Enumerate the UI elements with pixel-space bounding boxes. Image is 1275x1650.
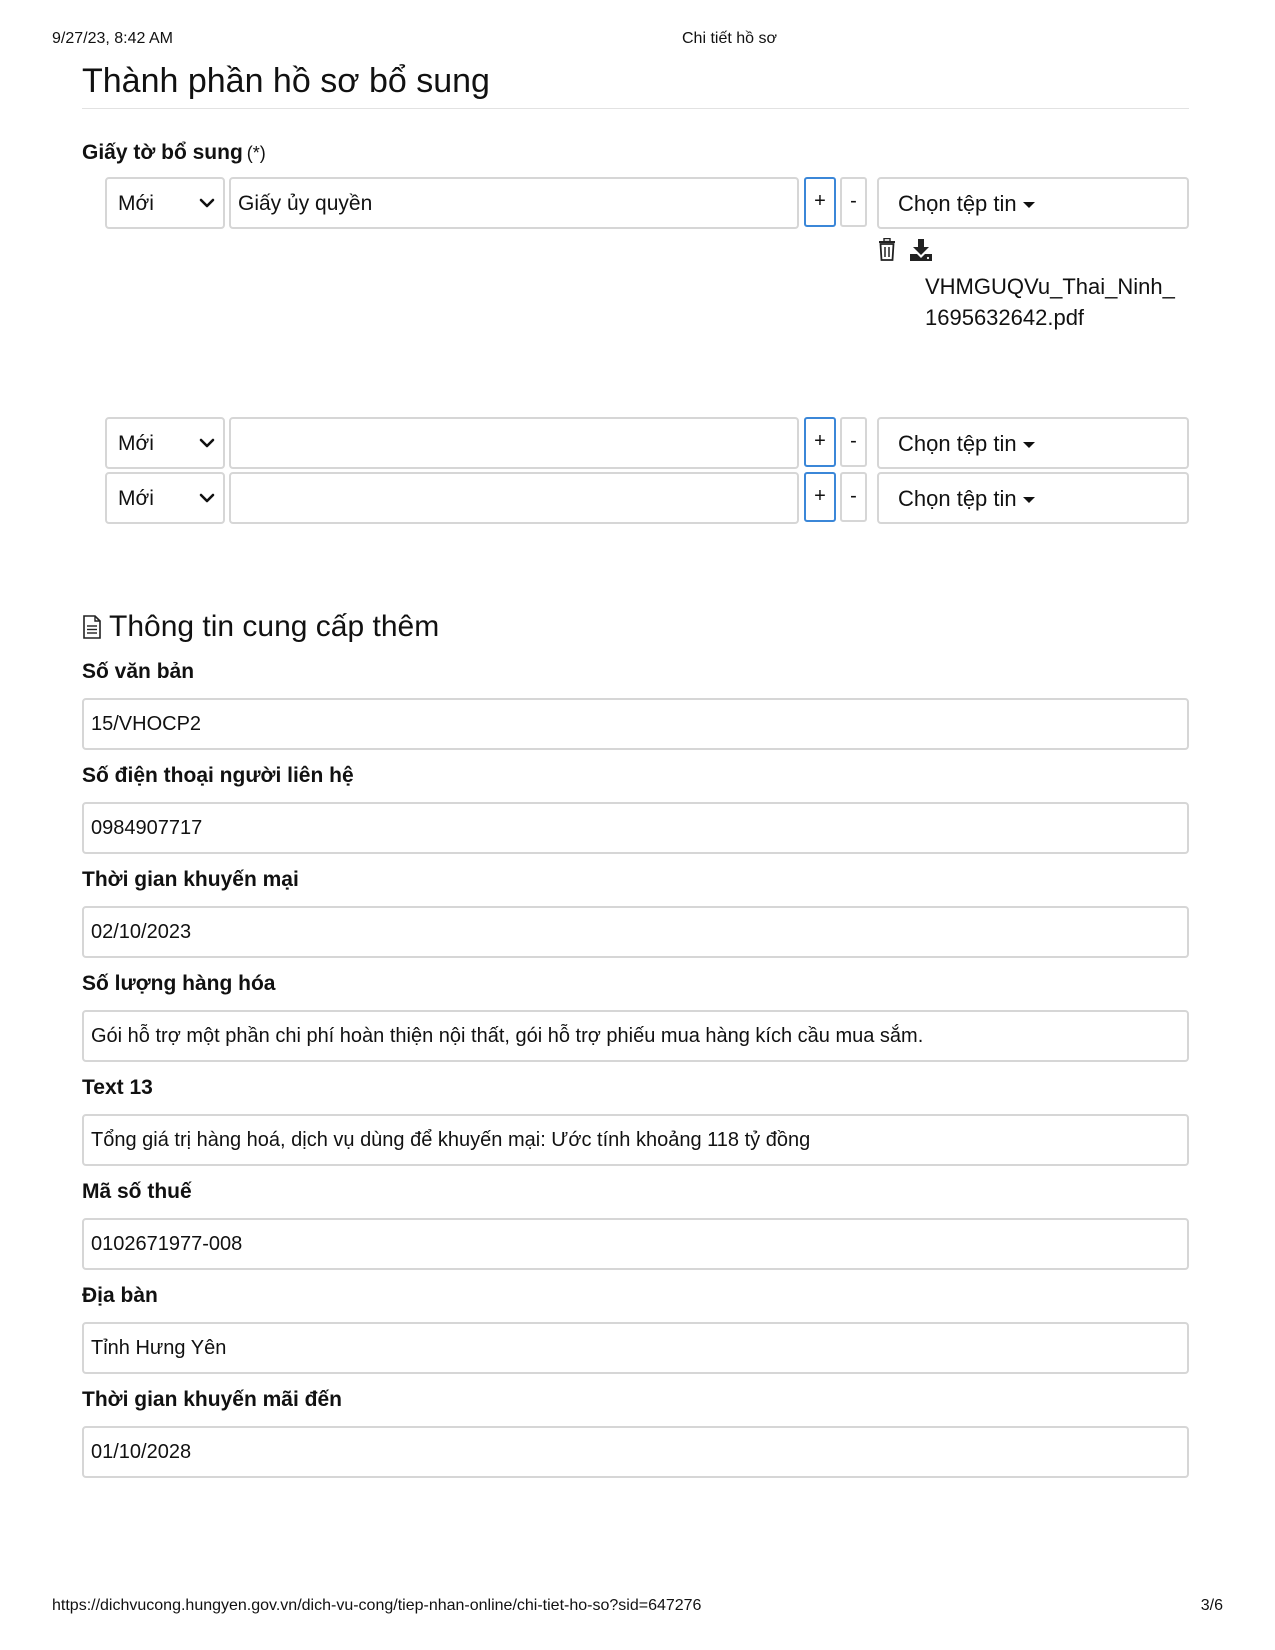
info-field-goods-quantity (82, 970, 1189, 1062)
remove-row-button[interactable]: - (840, 472, 867, 522)
main-content (82, 58, 1189, 1478)
choose-file-label: Chọn tệp tin (898, 486, 1017, 511)
info-field-area (82, 1282, 1189, 1374)
document-icon (82, 615, 102, 639)
chevron-down-icon (197, 488, 217, 508)
document-row (105, 177, 1189, 229)
document-row (105, 472, 1189, 524)
info-field-text-13 (82, 1074, 1189, 1166)
document-type-value: Mới (118, 432, 154, 455)
choose-file-button[interactable] (877, 472, 1052, 524)
info-field-promotion-end (82, 1386, 1189, 1478)
document-type-select[interactable] (105, 417, 225, 469)
text-13-input[interactable]: Tổng giá trị hàng hoá, dịch vụ dùng để khuyến mại: Ước tính khoảng 118 tỷ đồng (82, 1114, 1189, 1166)
print-doc-title: Chi tiết hồ sơ (682, 30, 777, 47)
add-row-button[interactable]: + (804, 177, 836, 227)
promotion-start-input[interactable]: 02/10/2023 (82, 906, 1189, 958)
info-field-contact-phone (82, 762, 1189, 854)
document-number-input[interactable]: 15/VHOCP2 (82, 698, 1189, 750)
document-row (105, 417, 1189, 469)
file-display-box (1050, 472, 1189, 524)
print-header (52, 30, 1223, 50)
caret-down-icon (1023, 497, 1035, 503)
choose-file-label: Chọn tệp tin (898, 191, 1017, 216)
required-mark: (*) (246, 143, 266, 163)
field-label: Số lượng hàng hóa (82, 972, 276, 995)
document-type-select[interactable] (105, 472, 225, 524)
field-label: Mã số thuế (82, 1180, 192, 1203)
choose-file-label: Chọn tệp tin (898, 431, 1017, 456)
info-field-promotion-start (82, 866, 1189, 958)
document-name-input[interactable] (229, 472, 799, 524)
field-label: Thời gian khuyến mại (82, 868, 299, 891)
additional-info-title (82, 608, 1189, 646)
info-field-document-number (82, 658, 1189, 750)
print-footer (52, 1597, 1223, 1617)
area-input[interactable]: Tỉnh Hưng Yên (82, 1322, 1189, 1374)
remove-row-button[interactable]: - (840, 417, 867, 467)
choose-file-button[interactable] (877, 177, 1052, 229)
print-date: 9/27/23, 8:42 AM (52, 30, 173, 47)
trash-icon[interactable] (877, 238, 897, 262)
file-display-box (1050, 417, 1189, 469)
choose-file-button[interactable] (877, 417, 1052, 469)
document-name-input[interactable]: Giấy ủy quyền (229, 177, 799, 229)
promotion-end-input[interactable]: 01/10/2028 (82, 1426, 1189, 1478)
add-row-button[interactable]: + (804, 472, 836, 522)
add-row-button[interactable]: + (804, 417, 836, 467)
field-label: Text 13 (82, 1076, 153, 1099)
chevron-down-icon (197, 193, 217, 213)
chevron-down-icon (197, 433, 217, 453)
contact-phone-input[interactable]: 0984907717 (82, 802, 1189, 854)
documents-group-label (82, 139, 1189, 167)
field-label: Số văn bản (82, 660, 195, 683)
page-url: https://dichvucong.hungyen.gov.vn/dich-vu-cong/tiep-nhan-online/chi-tiet-ho-so?sid=647276 (52, 1597, 702, 1614)
caret-down-icon (1023, 202, 1035, 208)
info-field-tax-code (82, 1178, 1189, 1270)
document-type-select[interactable] (105, 177, 225, 229)
additional-info-title-text: Thông tin cung cấp thêm (109, 610, 440, 643)
document-type-value: Mới (118, 487, 154, 510)
attached-file-info (105, 229, 1189, 417)
field-label: Số điện thoại người liên hệ (82, 764, 354, 787)
file-display-box (1050, 177, 1189, 229)
download-icon[interactable] (909, 238, 933, 262)
attached-file-name[interactable]: VHMGUQVu_Thai_Ninh_1695632642.pdf (925, 274, 1175, 330)
section-title: Thành phần hồ sơ bổ sung (82, 58, 1189, 109)
page-number: 3/6 (1200, 1597, 1223, 1614)
field-label: Thời gian khuyến mãi đến (82, 1388, 342, 1411)
caret-down-icon (1023, 442, 1035, 448)
documents-group-label-text: Giấy tờ bổ sung (82, 141, 243, 164)
tax-code-input[interactable]: 0102671977-008 (82, 1218, 1189, 1270)
document-type-value: Mới (118, 192, 154, 215)
remove-row-button[interactable]: - (840, 177, 867, 227)
field-label: Địa bàn (82, 1284, 158, 1307)
goods-quantity-input[interactable]: Gói hỗ trợ một phần chi phí hoàn thiện nội thất, gói hỗ trợ phiếu mua hàng kích cầu mua sắm. (82, 1010, 1189, 1062)
document-name-input[interactable] (229, 417, 799, 469)
